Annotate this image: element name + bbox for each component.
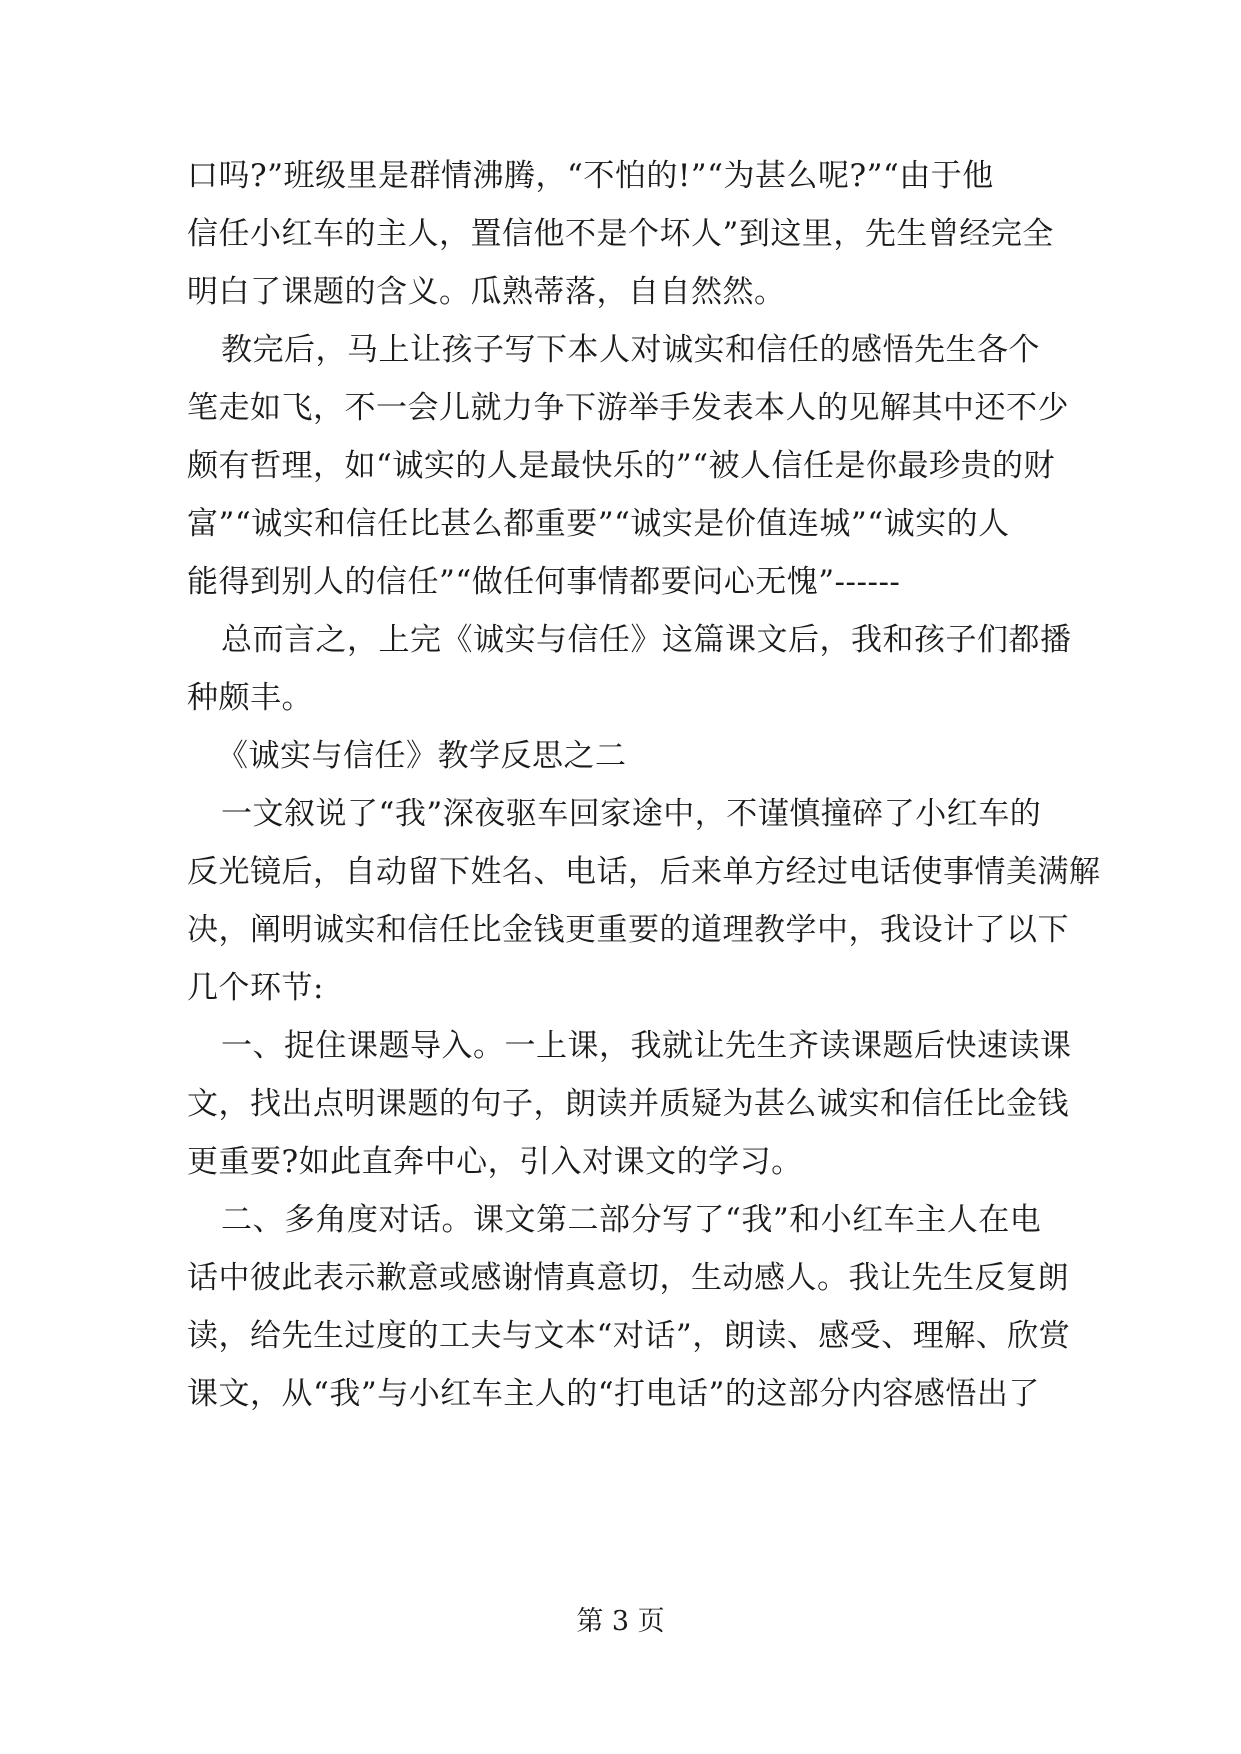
text-line: 能得到别人的信任”“做任何事情都要问心无愧”------	[187, 564, 901, 600]
text-line: 一文叙说了“我”深夜驱车回家途中，不谨慎撞碎了小红车的	[221, 796, 1042, 832]
text-line: 更重要?如此直奔中心，引入对课文的学习。	[187, 1144, 803, 1180]
text-line: 信任小红车的主人，置信他不是个坏人”到这里，先生曾经完全	[187, 216, 1054, 252]
text-line: 颇有哲理，如“诚实的人是最快乐的”“被人信任是你最珍贵的财	[187, 448, 1056, 484]
text-line: 话中彼此表示歉意或感谢情真意切，生动感人。我让先生反复朗	[187, 1260, 1069, 1296]
text-line: 决，阐明诚实和信任比金钱更重要的道理教学中，我设计了以下	[187, 912, 1069, 948]
text-line: 种颇丰。	[187, 680, 313, 716]
text-line: 总而言之，上完《诚实与信任》这篇课文后，我和孩子们都播	[221, 622, 1072, 658]
text-line: 明白了课题的含义。瓜熟蒂落，自自然然。	[187, 274, 786, 310]
text-line: 读，给先生过度的工夫与文本“对话”，朗读、感受、理解、欣赏	[187, 1318, 1071, 1354]
section-heading: 《诚实与信任》教学反思之二	[217, 738, 627, 774]
text-line: 笔走如飞，不一会儿就力争下游举手发表本人的见解其中还不少	[187, 390, 1069, 426]
text-line: 课文，从“我”与小红车主人的“打电话”的这部分内容感悟出了	[187, 1376, 1040, 1412]
text-line: 口吗?”班级里是群情沸腾，“不怕的!”“为甚么呢?”“由于他	[187, 158, 994, 194]
page-number: 第 3 页	[576, 1606, 665, 1637]
text-line: 几个环节:	[187, 970, 324, 1006]
text-line: 反光镜后，自动留下姓名、电话，后来单方经过电话使事情美满解	[187, 854, 1101, 890]
text-line: 二、多角度对话。课文第二部分写了“我”和小红车主人在电	[221, 1202, 1042, 1238]
text-line: 富”“诚实和信任比甚么都重要”“诚实是价值连城”“诚实的人	[187, 506, 1010, 542]
text-line: 教完后，马上让孩子写下本人对诚实和信任的感悟先生各个	[221, 332, 1040, 368]
text-line: 文，找出点明课题的句子，朗读并质疑为甚么诚实和信任比金钱	[187, 1086, 1069, 1122]
text-line: 一、捉住课题导入。一上课，我就让先生齐读课题后快速读课	[221, 1028, 1072, 1064]
